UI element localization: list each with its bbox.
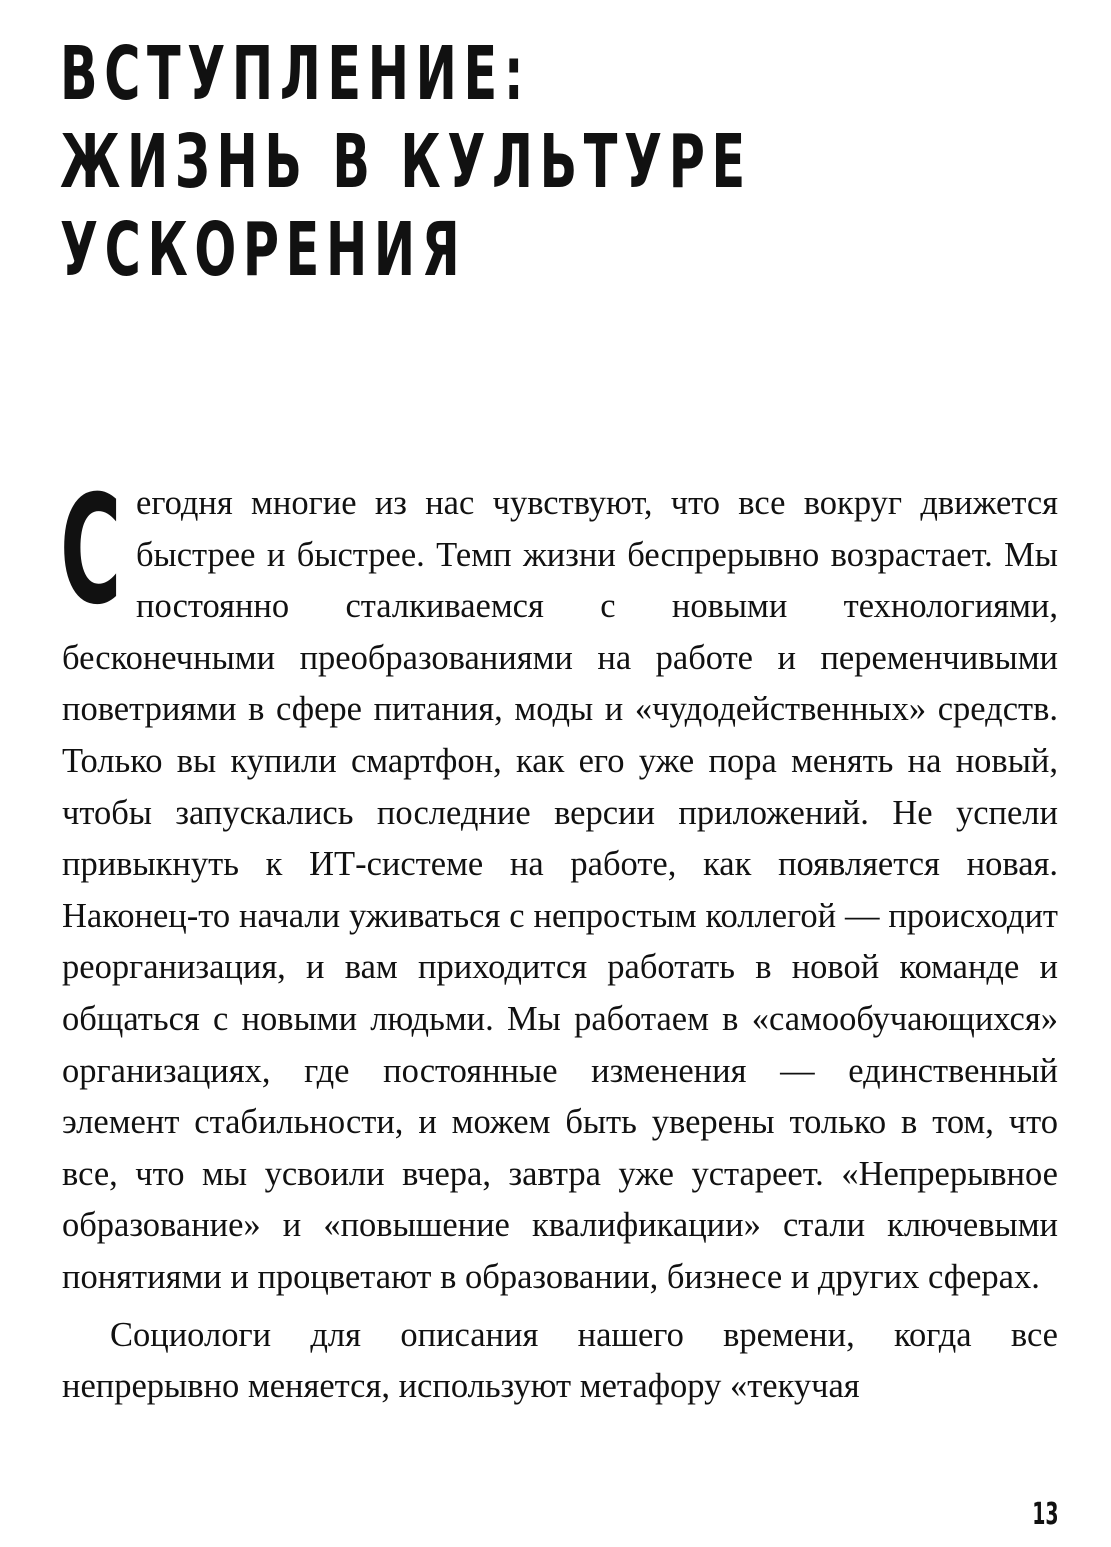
title-line-3: УСКОРЕНИЯ <box>60 207 467 293</box>
drop-cap: С <box>60 464 122 638</box>
title-line-1: ВСТУПЛЕНИЕ: <box>60 31 531 117</box>
title-line-2: ЖИЗНЬ В КУЛЬТУРЕ <box>60 119 752 205</box>
paragraph-1-text: егодня многие из нас чувствуют, что все вокруг движется быстрее и быстрее. Темп жизни беспрерывно возрастает. Мы постоянно сталкиваемся с новыми технологиями, бесконечными преобразованиями на работе и переменчивыми поветриями в сфере питания, моды и «чудодейственных» средств. Только вы купили смартфон, как его уже пора менять на новый, чтобы запускались последние версии приложений. Не успели привыкнуть к ИТ-системе на работе, как появляется новая. Наконец-то начали уживаться с непростым коллегой — происходит реорганизация, и вам приходится работать в новой команде и общаться с новыми людьми. Мы работаем в «самообучающихся» организациях, где постоянные изменения — единственный элемент стабильности, и можем быть уверены только в том, что все, что мы усвоили вчера, завтра уже устареет. «Непрерывное образование» и «повышение квалификации» стали ключевыми понятиями и процветают в образовании, бизнесе и других сферах. <box>62 484 1058 1296</box>
page-title <box>60 30 752 294</box>
page-number: 13 <box>1032 1497 1059 1532</box>
paragraph-1 <box>60 464 1058 1304</box>
body-text <box>60 464 1058 1413</box>
paragraph-2: Социологи для описания нашего времени, когда все непрерывно меняется, используют метафору «текучая <box>62 1315 1058 1406</box>
